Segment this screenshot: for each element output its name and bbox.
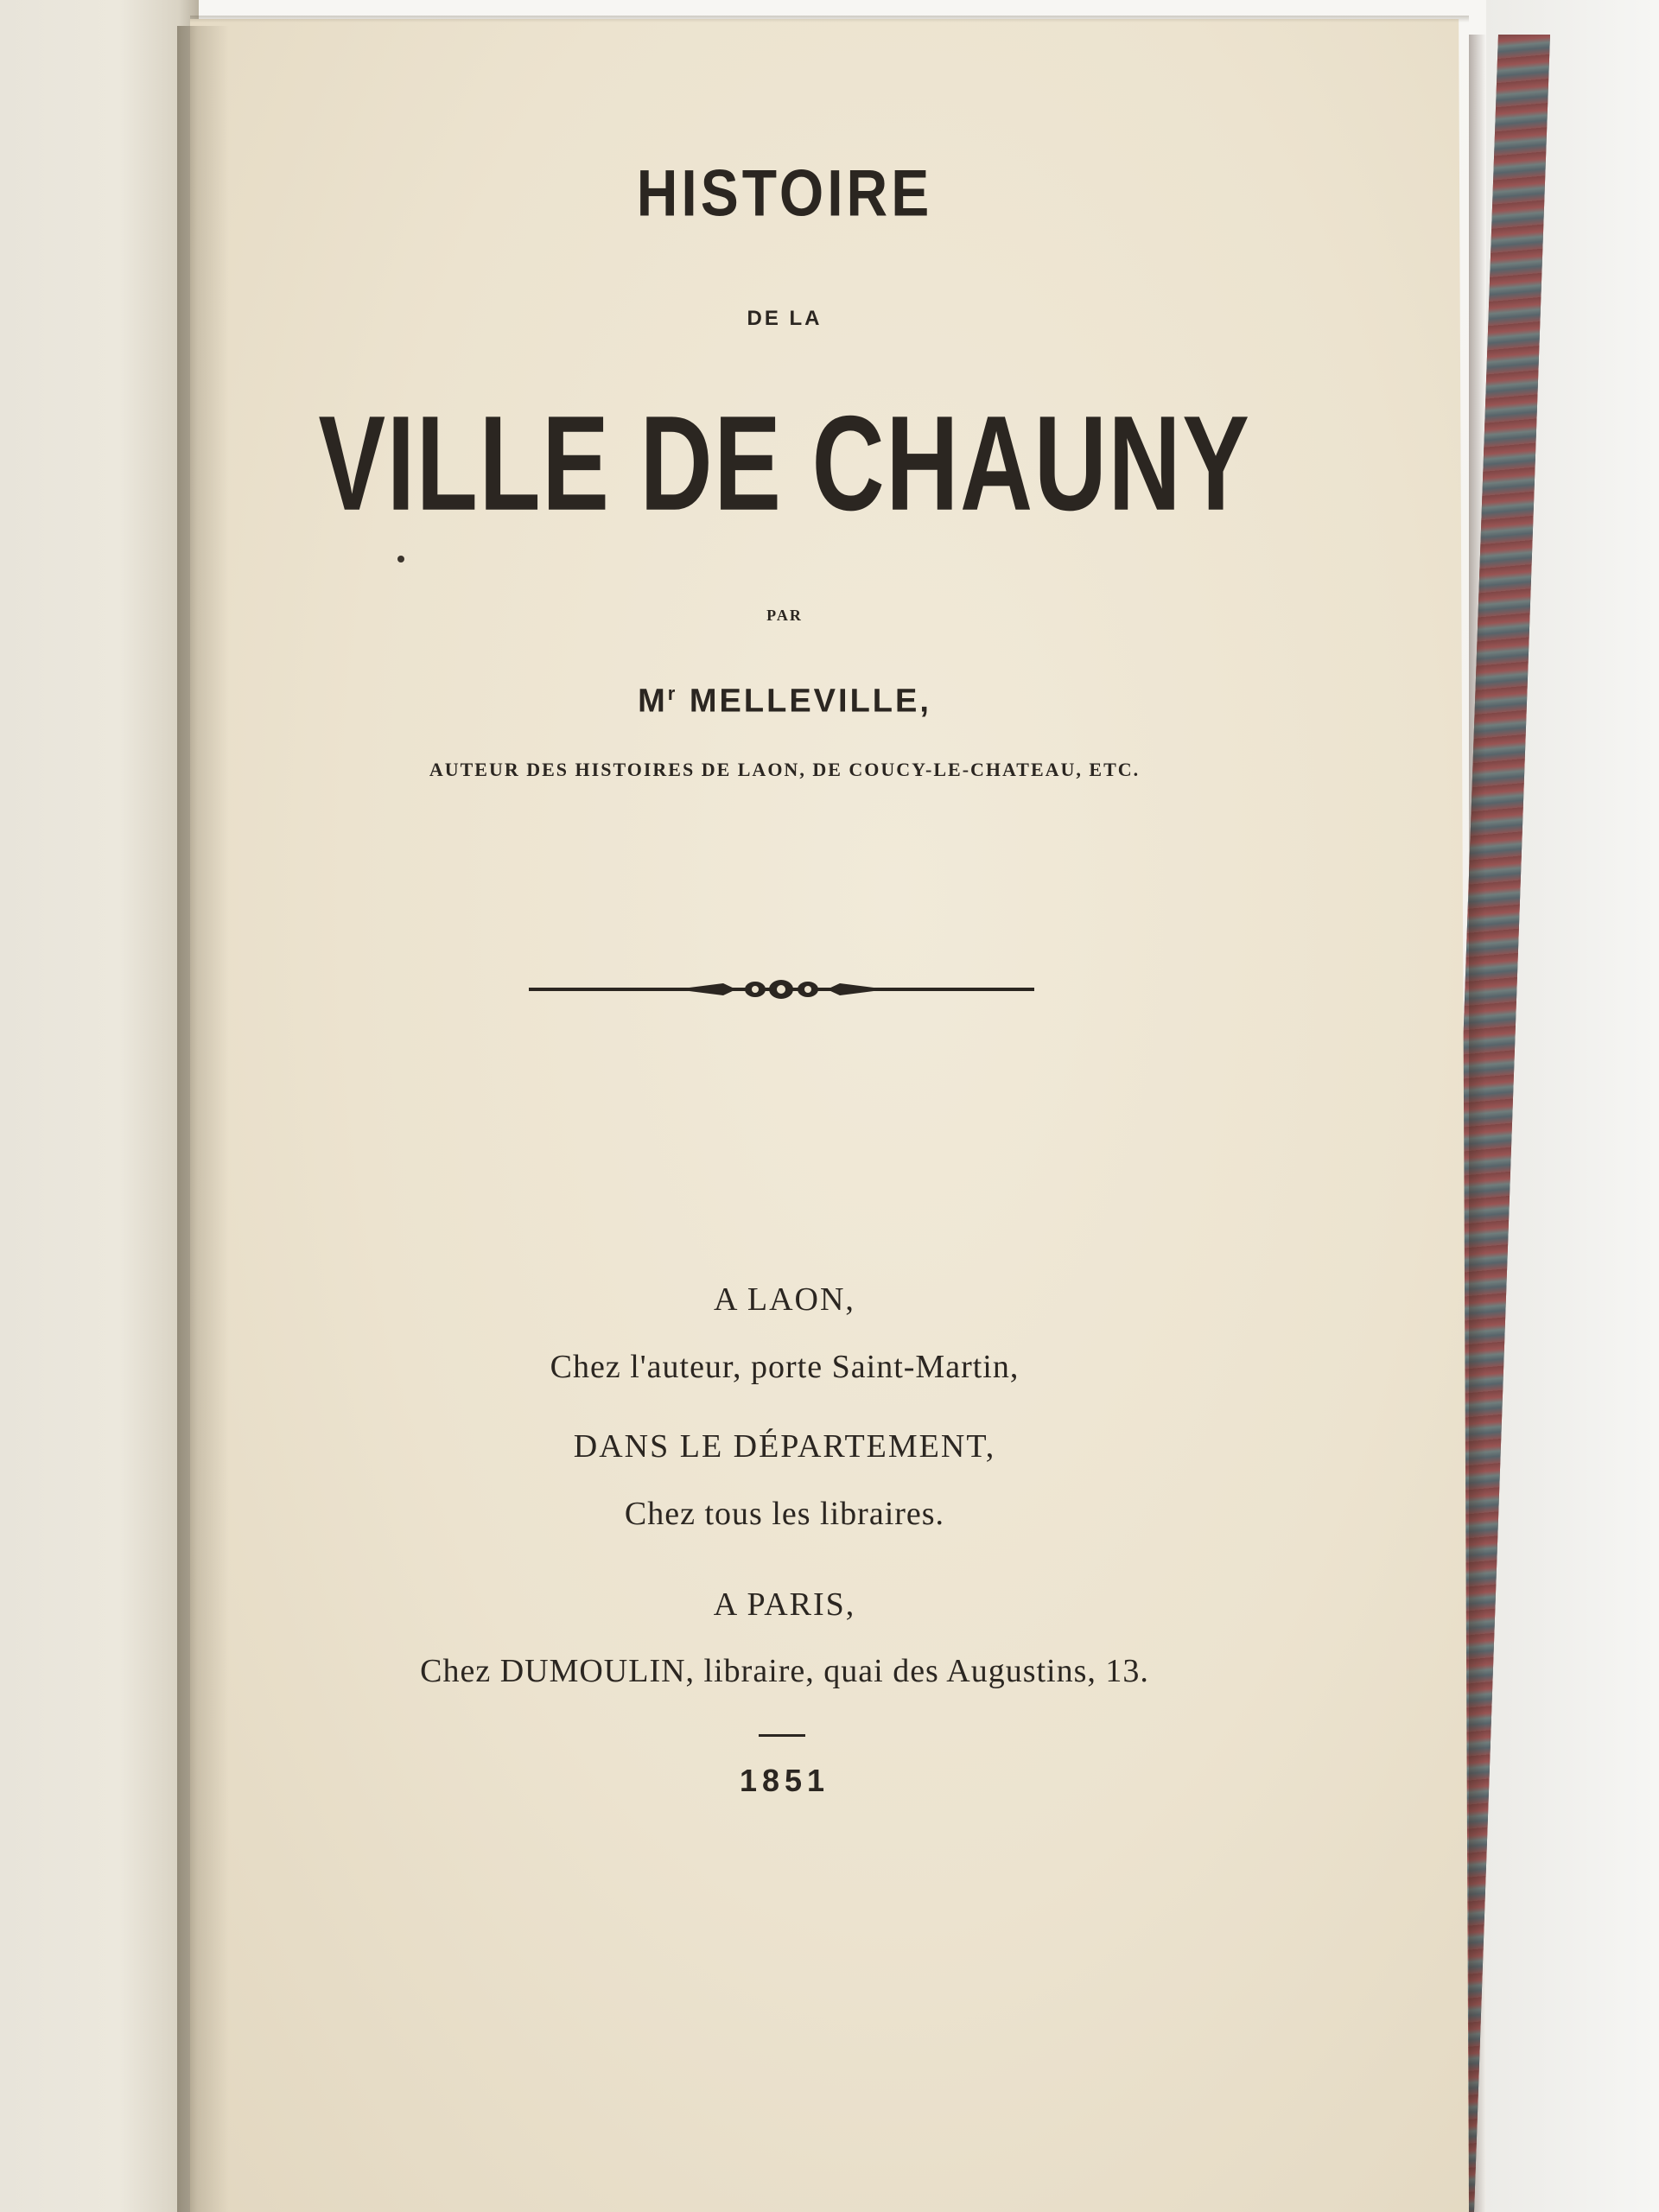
author-credits: AUTEUR DES HISTOIRES DE LAON, DE COUCY-LE-CHATEAU, ETC.	[429, 759, 1141, 780]
ink-speck	[397, 556, 404, 563]
imprint-paris: A PARIS,	[713, 1586, 856, 1623]
book-gutter-shadow	[177, 26, 229, 2212]
title-ville-de-chauny: VILLE DE CHAUNY	[318, 388, 1251, 539]
ornamental-rule	[529, 972, 1034, 1007]
title-par: PAR	[766, 607, 803, 624]
title-de-la: DE LA	[747, 307, 823, 330]
title-page	[190, 19, 1469, 2212]
edge-shadow	[1469, 35, 1486, 2212]
author-name: MELLEVILLE,	[689, 683, 931, 720]
publication-year: 1851	[739, 1763, 830, 1798]
short-rule	[759, 1734, 805, 1737]
facing-page	[0, 0, 199, 2212]
imprint-laon: A LAON,	[714, 1281, 855, 1318]
imprint-paris-address: Chez DUMOULIN, libraire, quai des Augustins, 13.	[420, 1653, 1149, 1689]
page-top-shadow	[190, 16, 1469, 22]
author-line	[145, 683, 1424, 721]
author-prefix: M	[638, 683, 668, 720]
imprint-libraires: Chez tous les libraires.	[624, 1496, 945, 1532]
author-prefix-sup: r	[667, 683, 678, 704]
imprint-laon-address: Chez l'auteur, porte Saint-Martin,	[550, 1349, 1020, 1385]
imprint-departement: DANS LE DÉPARTEMENT,	[573, 1428, 996, 1465]
title-histoire: HISTOIRE	[636, 156, 933, 230]
